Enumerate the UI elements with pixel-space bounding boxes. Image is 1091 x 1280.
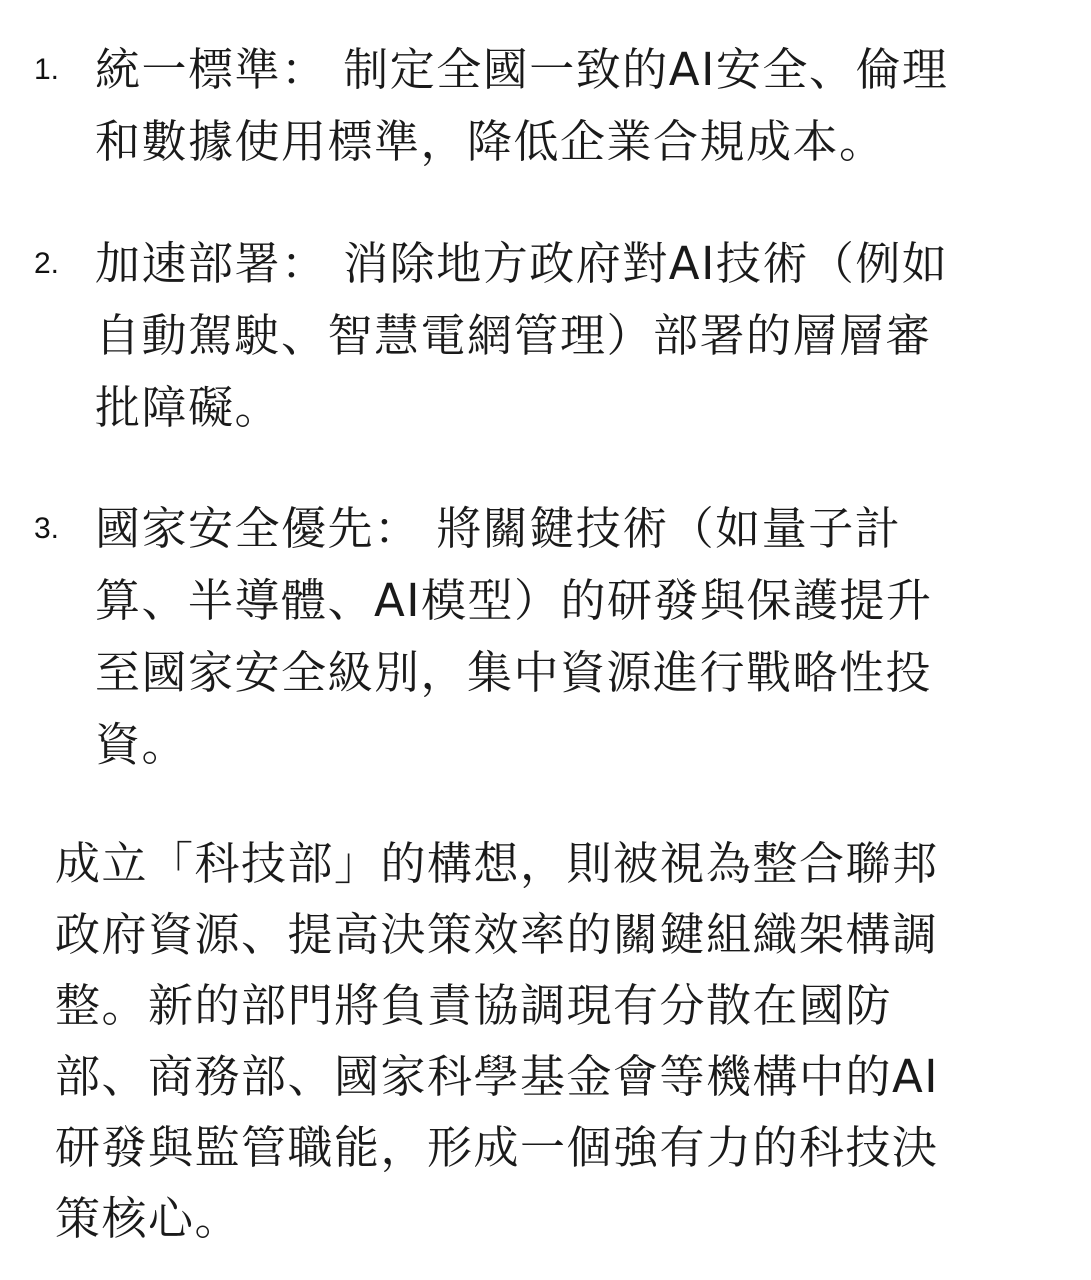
paragraph-line: 政府資源、提高決策效率的關鍵組織架構調 (55, 908, 939, 961)
list-item-text-line: 自動駕駛、智慧電網管理）部署的層層審 (95, 309, 933, 362)
list-item-text-line: 加速部署： 消除地方政府對AI技術（例如 (95, 237, 949, 290)
list-item-text-line: 和數據使用標準，降低企業合規成本。 (95, 115, 886, 168)
list-number: 2. (34, 247, 60, 280)
list-item-text-line: 國家安全優先： 將關鍵技術（如量子計 (95, 502, 902, 555)
list-item-text-line: 資。 (95, 718, 189, 771)
list-number: 1. (34, 53, 60, 86)
list-item-text-line: 算、半導體、AI模型）的研發與保護提升 (95, 574, 933, 627)
paragraph-line: 成立「科技部」的構想，則被視為整合聯邦 (55, 837, 939, 890)
list-item-text-line: 至國家安全級別，集中資源進行戰略性投 (95, 646, 933, 699)
list-number: 3. (34, 512, 60, 545)
list-item-text-line: 批障礙。 (95, 381, 282, 434)
list-item-text-line: 統一標準： 制定全國一致的AI安全、倫理 (95, 43, 949, 96)
paragraph-line: 策核心。 (55, 1192, 242, 1245)
paragraph-line: 整。新的部門將負責協調現有分散在國防 (55, 979, 893, 1032)
paragraph-line: 部、商務部、國家科學基金會等機構中的AI (55, 1050, 940, 1103)
paragraph-line: 研發與監管職能，形成一個強有力的科技決 (55, 1121, 939, 1174)
